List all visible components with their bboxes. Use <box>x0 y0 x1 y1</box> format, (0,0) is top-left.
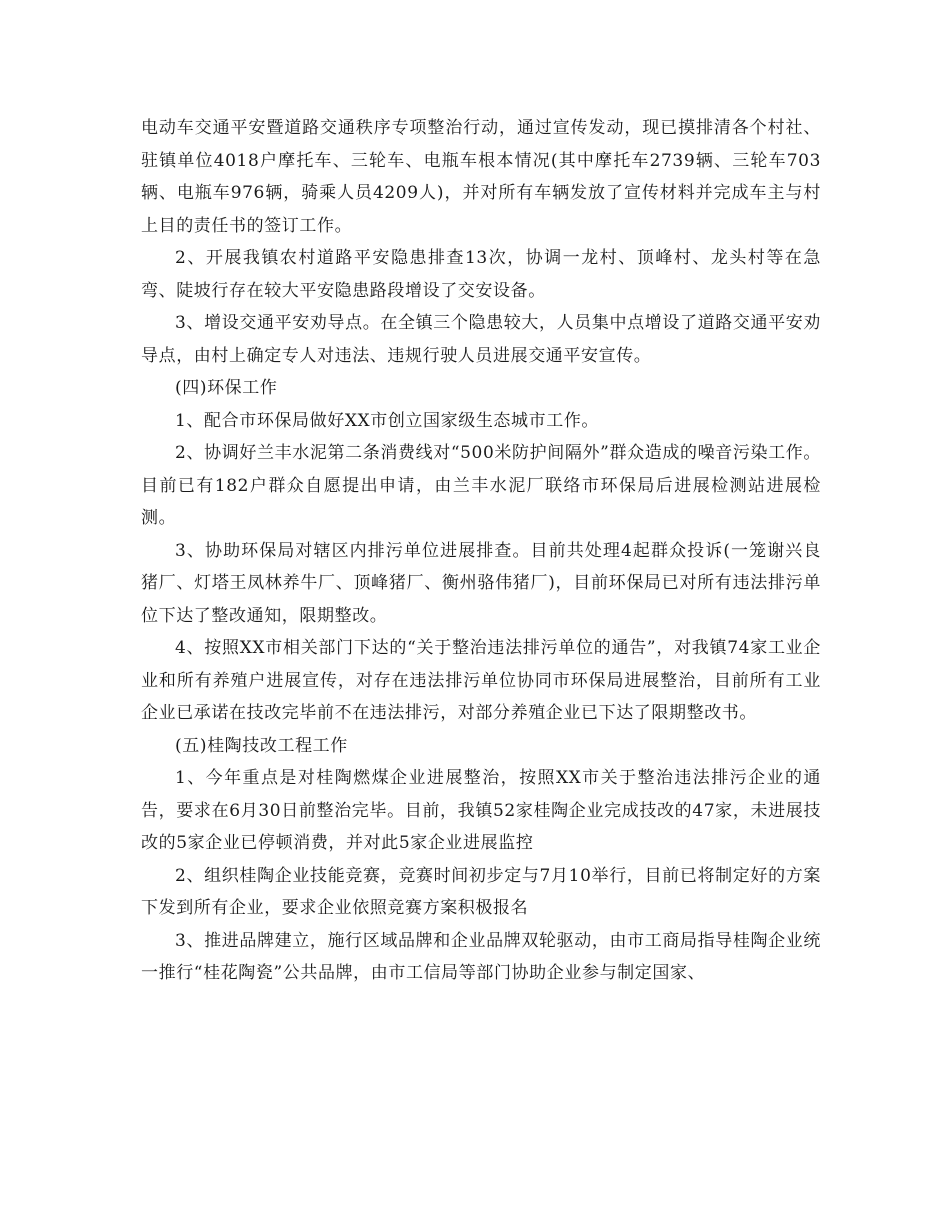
section-heading-guitao-upgrade: (五)桂陶技改工程工作 <box>175 735 348 756</box>
paragraph-coal-enterprise-rectification: 1、今年重点是对桂陶燃煤企业进展整治，按照XX市关于整治违法排污企业的通告，要求在6月30日前整治完毕。目前，我镇52家桂陶企业完成技改的47家，未进展技改的5家企业已停顿消费，并对此5家企业进展监控 <box>141 768 821 853</box>
paragraph-pollution-inspection: 3、协助环保局对辖区内排污单位进展排查。目前共处理4起群众投诉(一笼谢兴良猪厂、灯塔王凤林养牛厂、顶峰猪厂、衡州骆伟猪厂)，目前环保局已对所有违法排污单位下达了整改通知，限期整改。 <box>141 540 821 626</box>
paragraph-brand-building: 3、推进品牌建立，施行区域品牌和企业品牌双轮驱动，由市工商局指导桂陶企业统一推行“桂花陶瓷”公共品牌，由市工信局等部门协助企业参与制定国家、 <box>141 930 821 983</box>
paragraph-noise-pollution: 2、协调好兰丰水泥第二条消费线对“500米防护间隔外”群众造成的噪音污染工作。目前已有182户群众自愿提出申请，由兰丰水泥厂联络市环保局后进展检测站进展检测。 <box>141 443 821 528</box>
paragraph-traffic-persuasion-points: 3、增设交通平安劝导点。在全镇三个隐患较大，人员集中点增设了道路交通平安劝导点，由村上确定专人对违法、违规行驶人员进展交通平安宣传。 <box>141 313 821 366</box>
paragraph-pollution-notice: 4、按照XX市相关部门下达的“关于整治违法排污单位的通告”，对我镇74家工业企业和所有养殖户进展宣传，对存在违法排污单位协同市环保局进展整治，目前所有工业企业已承诺在技改完毕前不在违法排污，对部分养殖企业已下达了限期整改书。 <box>141 638 821 723</box>
paragraph-skills-competition: 2、组织桂陶企业技能竞赛，竞赛时间初步定与7月10举行，目前已将制定好的方案下发到所有企业，要求企业依照竞赛方案积极报名 <box>141 865 821 918</box>
paragraph-eco-city: 1、配合市环保局做好XX市创立国家级生态城市工作。 <box>175 410 600 431</box>
paragraph-continuation: 电动车交通平安暨道路交通秩序专项整治行动，通过宣传发动，现已摸排清各个村社、驻镇单位4018户摩托车、三轮车、电瓶车根本情况(其中摩托车2739辆、三轮车703辆、电瓶车976辆，骑乘人员4209人)，并对所有车辆发放了宣传材料并完成车主与村上目的责任书的签订工作。 <box>141 118 821 236</box>
paragraph-road-hazard-survey: 2、开展我镇农村道路平安隐患排查13次，协调一龙村、顶峰村、龙头村等在急弯、陡坡行存在较大平安隐患路段增设了交安设备。 <box>141 248 821 301</box>
document-body <box>141 112 821 990</box>
section-heading-environmental: (四)环保工作 <box>175 378 278 398</box>
